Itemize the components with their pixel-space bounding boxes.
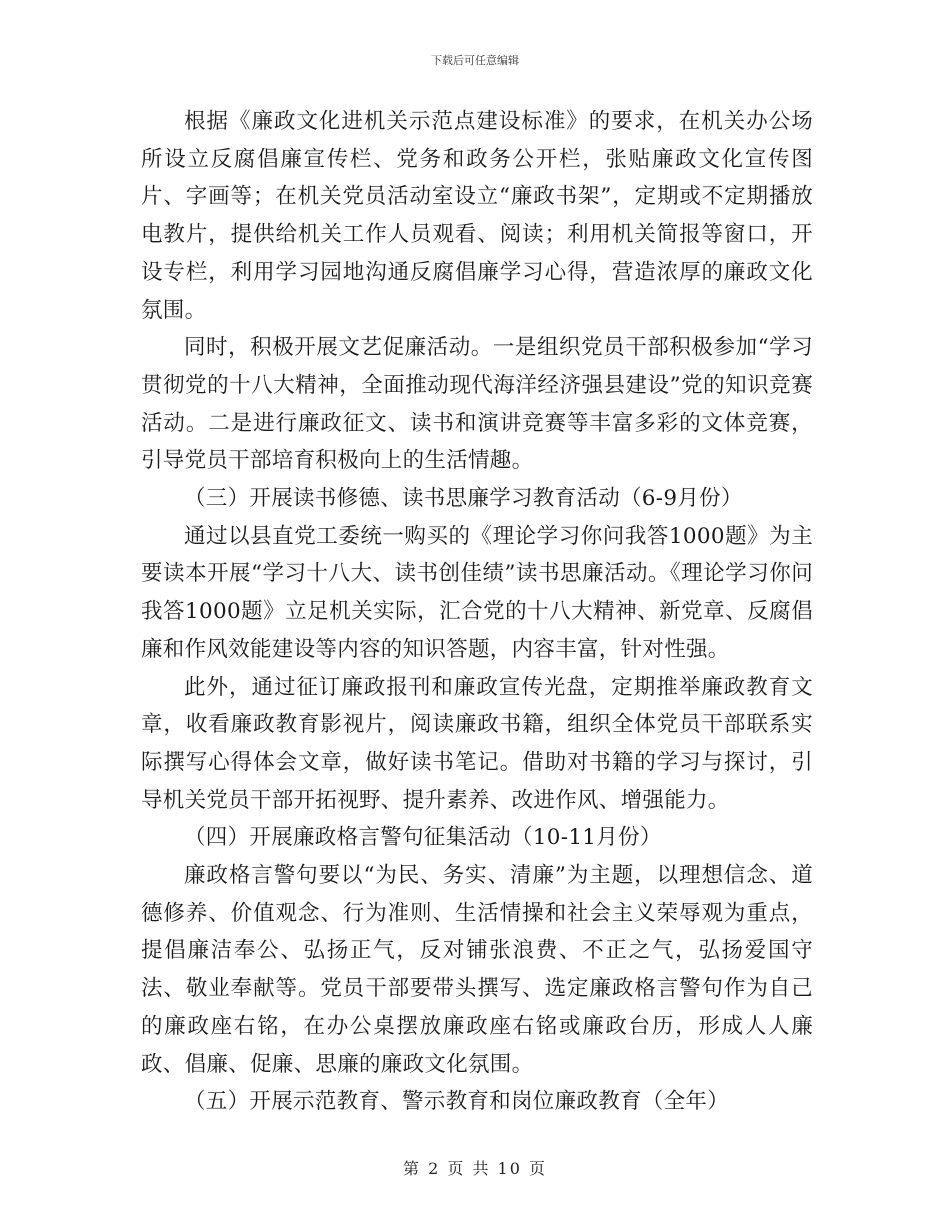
paragraph: 根据《廉政文化进机关示范点建设标准》的要求，在机关办公场所设立反腐倡廉宣传栏、党务和政务公开栏，张贴廉政文化宣传图片、字画等；在机关党员活动室设立“廉政书架”，定期或不定期播放电教片，提供给机关工作人员观看、阅读；利用机关简报等窗口，开设专栏，利用学习园地沟通反腐倡廉学习心得，营造浓厚的廉政文化氛围。 <box>141 109 813 323</box>
section-heading: （四）开展廉政格言警句征集活动（10-11月份） <box>184 825 662 851</box>
paragraph: 同时，积极开展文艺促廉活动。一是组织党员干部积极参加“学习贯彻党的十八大精神，全面推动现代海洋经济强县建设”党的知识竞赛活动。二是进行廉政征文、读书和演讲竞赛等丰富多彩的文体竞赛，引导党员干部培育积极向上的生活情趣。 <box>141 335 813 474</box>
section-heading: （三）开展读书修德、读书思廉学习教育活动（6-9月份） <box>184 486 743 512</box>
section-heading: （五）开展示范教育、警示教育和岗位廉政教育（全年） <box>184 1089 730 1115</box>
paragraph: 廉政格言警句要以“为民、务实、清廉”为主题，以理想信念、道德修养、价值观念、行为准则、生活情操和社会主义荣辱观为重点，提倡廉洁奉公、弘扬正气，反对铺张浪费、不正之气，弘扬爱国守法、敬业奉献等。党员干部要带头撰写、选定廉政格言警句作为自己的廉政座右铭，在办公桌摆放廉政座右铭或廉政台历，形成人人廉政、倡廉、促廉、思廉的廉政文化氛围。 <box>141 863 813 1077</box>
page-header: 下载后可任意编辑 <box>431 54 519 67</box>
document-body <box>141 103 813 1121</box>
paragraph: 通过以县直党工委统一购买的《理论学习你问我答1000题》为主要读本开展“学习十八大、读书创佳绩”读书思廉活动。《理论学习你问我答1000题》立足机关实际，汇合党的十八大精神、新党章、反腐倡廉和作风效能建设等内容的知识答题，内容丰富，针对性强。 <box>141 523 813 662</box>
page-number: 第 2 页 共 10 页 <box>403 1159 547 1178</box>
paragraph: 此外，通过征订廉政报刊和廉政宣传光盘，定期推举廉政教育文章，收看廉政教育影视片，阅读廉政书籍，组织全体党员干部联系实际撰写心得体会文章，做好读书笔记。借助对书籍的学习与探讨，引导机关党员干部开拓视野、提升素养、改进作风、增强能力。 <box>141 674 813 813</box>
page-footer <box>0 1156 950 1179</box>
